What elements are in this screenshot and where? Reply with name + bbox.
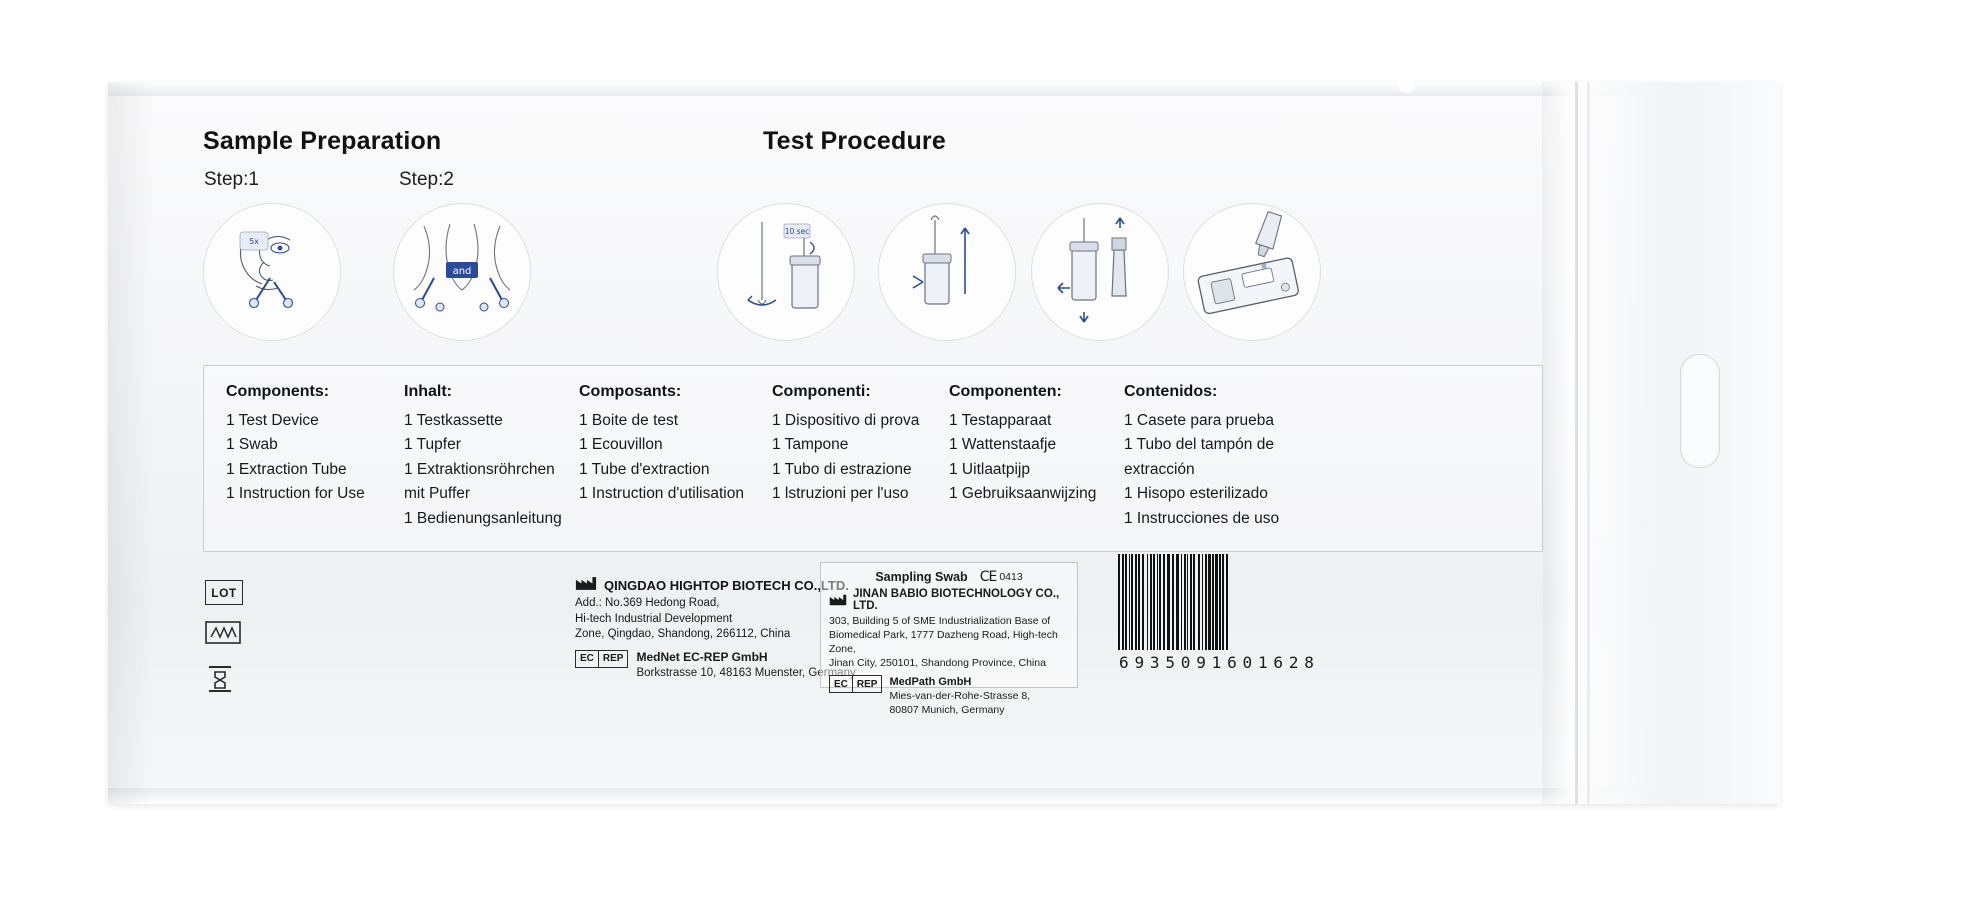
component-item: 1 Instruction d'utilisation — [579, 485, 744, 502]
factory-icon — [575, 576, 597, 591]
barcode-digit: 6 — [1227, 653, 1238, 672]
factory-icon — [829, 594, 847, 606]
components-column-es — [1124, 380, 1324, 531]
sampling-swab-address — [829, 614, 1069, 670]
svg-text:and: and — [452, 266, 472, 277]
sampling-swab-ec-rep-name: MedPath GmbH — [889, 676, 972, 688]
component-item: 1 Instruction for Use — [226, 485, 365, 502]
component-item: 1 Testapparaat — [949, 411, 1052, 429]
sampling-swab-title-row — [829, 569, 1069, 585]
hang-hole — [1680, 354, 1720, 468]
ec-rep-symbol — [829, 675, 882, 693]
components-column-nl — [949, 380, 1124, 507]
component-item: 1 Tupfer — [404, 436, 461, 453]
ec-rep-address: Borkstrasse 10, 48163 Muenster, Germany — [636, 667, 856, 679]
components-heading-es: Contenidos: — [1124, 383, 1218, 400]
pouch-printed-content — [203, 127, 1543, 716]
ec-rep-symbol-ec: EC — [580, 653, 594, 664]
titles-row — [203, 127, 1543, 161]
component-item: 1 Bedienungsanleitung — [404, 509, 562, 527]
component-item: 1 Gebruiksaanwijzing — [949, 485, 1097, 502]
svg-text:5x: 5x — [249, 237, 259, 246]
component-item: 1 Instrucciones de uso — [1124, 509, 1280, 527]
illustration-dispense-cassette-icon — [1183, 203, 1321, 341]
bottom-info-row — [203, 569, 1543, 716]
test-procedure-title: Test Procedure — [763, 127, 946, 155]
components-column-de — [404, 380, 584, 531]
sampling-swab-title: Sampling Swab — [875, 570, 968, 584]
component-item: 1 Casete para prueba — [1124, 411, 1274, 429]
illustration-nasal-swab-icon — [203, 203, 341, 341]
step-labels-row — [203, 169, 1543, 199]
illustration-squeeze-tube-icon — [878, 203, 1016, 341]
sampling-swab-ec-rep-row — [829, 675, 1069, 717]
ce-glyph: CE — [979, 569, 997, 585]
use-by-date-symbol — [205, 621, 243, 649]
component-item: extracción — [1124, 460, 1195, 478]
barcode-digit: 3 — [1149, 653, 1161, 672]
component-item: 1 Ecouvillon — [579, 436, 663, 453]
barcode-digit: 1 — [1257, 653, 1269, 672]
barcode-digit: 0 — [1242, 653, 1254, 672]
component-item: 1 lstruzioni per l'uso — [772, 485, 909, 502]
sampling-swab-address-line: Jinan City, 250101, Shandong Province, China — [829, 657, 1046, 669]
barcode-digit: 6 — [1119, 653, 1130, 672]
barcode-digit: 6 — [1273, 653, 1285, 672]
ce-number: 0413 — [999, 571, 1023, 583]
symbol-column — [205, 580, 243, 712]
pouch-left-shadow — [108, 82, 154, 804]
components-heading-it: Componenti: — [772, 383, 871, 400]
barcode-digit: 9 — [1134, 653, 1146, 672]
ce-mark — [980, 569, 1023, 585]
barcode-digit: 0 — [1180, 653, 1192, 672]
ec-rep-symbol — [575, 650, 628, 668]
component-item: 1 Tubo del tampón de — [1124, 436, 1274, 453]
component-item: 1 Swab — [226, 436, 278, 453]
component-item: 1 Dispositivo di prova — [772, 411, 920, 429]
barcode-digit: 2 — [1288, 653, 1300, 672]
components-heading-de: Inhalt: — [404, 383, 452, 400]
storage-temperature-symbol — [205, 663, 243, 698]
component-item: 1 Testkassette — [404, 411, 503, 429]
pouch-bottom-edge — [108, 788, 1780, 804]
sampling-swab-address-line: 303, Building 5 of SME Industrialization Base of — [829, 615, 1051, 627]
component-item: 1 Uitlaatpijp — [949, 460, 1030, 478]
component-item: 1 Test Device — [226, 411, 319, 429]
components-heading-en: Components: — [226, 383, 330, 400]
sampling-swab-address-line: Biomedical Park, 1777 Dazheng Road, High-tech Zone, — [829, 629, 1058, 655]
barcode-digit: 1 — [1211, 653, 1223, 672]
component-item: 1 Tube d'extraction — [579, 460, 710, 478]
component-item: 1 Tampone — [772, 436, 849, 453]
manufacturer-address-line: Add.: No.369 Hedong Road, — [575, 597, 720, 609]
pouch-seal-strip — [1542, 82, 1780, 804]
manufacturer-name: QINGDAO HIGHTOP BIOTECH CO.,LTD. — [604, 578, 849, 593]
barcode-digits — [1118, 653, 1316, 672]
product-pouch — [108, 82, 1780, 804]
component-item: 1 Wattenstaafje — [949, 436, 1057, 453]
barcode-block — [1118, 554, 1316, 672]
illustration-row — [203, 203, 1543, 343]
components-heading-fr: Composants: — [579, 383, 682, 400]
svg-text:10 sec: 10 sec — [784, 227, 810, 236]
seal-line-2 — [1587, 82, 1590, 804]
component-item: 1 Boite de test — [579, 411, 679, 429]
step1-label: Step:1 — [204, 169, 259, 190]
illustration-swab-in-tube-icon — [717, 203, 855, 341]
lot-symbol: LOT — [205, 580, 243, 605]
sampling-swab-manufacturer-head — [829, 588, 1069, 612]
sampling-swab-ec-rep-details — [889, 675, 1030, 717]
ec-rep-symbol-rep: REP — [598, 651, 628, 667]
components-panel — [203, 365, 1543, 552]
pouch-top-edge — [108, 82, 1780, 96]
component-item: 1 Extraktionsröhrchen — [404, 460, 555, 478]
ec-rep-symbol-ec: EC — [834, 678, 848, 690]
sampling-swab-ec-rep-address-line: 80807 Munich, Germany — [889, 704, 1005, 716]
illustration-cap-tube-icon — [1031, 203, 1169, 341]
ec-rep-name: MedNet EC-REP GmbH — [636, 649, 768, 664]
sampling-swab-ec-rep-address-line: Mies-van-der-Rohe-Strasse 8, — [889, 690, 1031, 702]
barcode-digit: 5 — [1165, 653, 1176, 672]
illustration-both-nostrils-icon — [393, 203, 531, 341]
components-column-fr — [579, 380, 774, 507]
step2-label: Step:2 — [399, 169, 454, 190]
components-column-en — [226, 380, 391, 507]
components-column-it — [772, 380, 952, 507]
ec-rep-symbol-rep: REP — [852, 676, 882, 692]
component-item: 1 Hisopo esterilizado — [1124, 485, 1268, 502]
component-item: 1 Tubo di estrazione — [772, 460, 912, 478]
seal-line-1 — [1575, 82, 1578, 804]
barcode-bars — [1118, 554, 1316, 650]
components-heading-nl: Componenten: — [949, 383, 1062, 400]
sampling-swab-block — [820, 562, 1078, 716]
component-item: 1 Extraction Tube — [226, 460, 347, 478]
sampling-swab-manufacturer-name: JINAN BABIO BIOTECHNOLOGY CO., LTD. — [853, 588, 1060, 612]
barcode-digit: 9 — [1196, 653, 1207, 672]
sample-preparation-title: Sample Preparation — [203, 127, 442, 155]
barcode-digit: 8 — [1304, 653, 1315, 672]
manufacturer-address-line: Hi-tech Industrial Development — [575, 612, 733, 625]
component-item: mit Puffer — [404, 485, 471, 502]
manufacturer-address-line: Zone, Qingdao, Shandong, 266112, China — [575, 628, 791, 640]
